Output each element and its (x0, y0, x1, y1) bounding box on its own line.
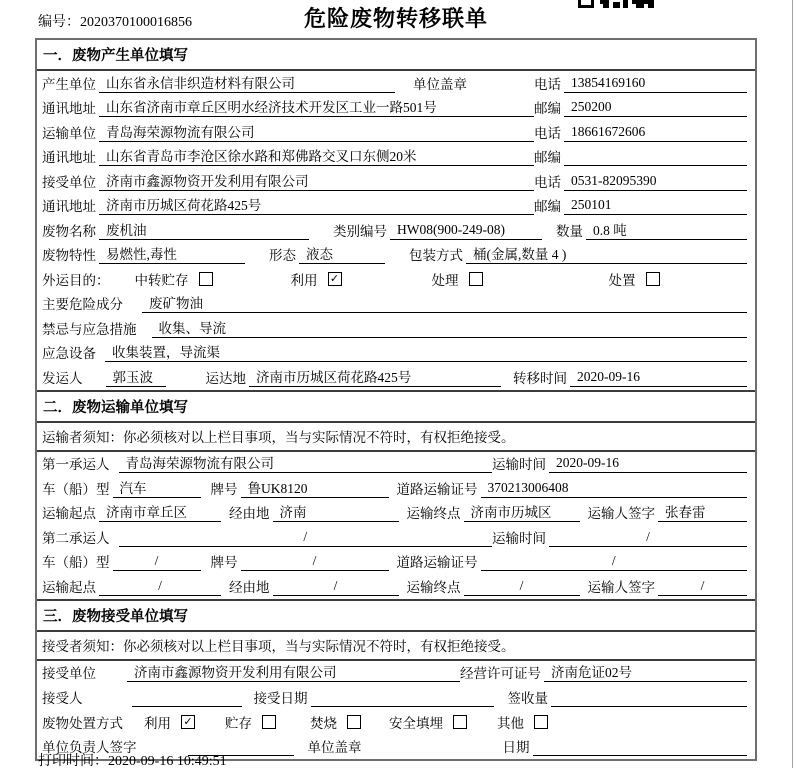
field-label: 形态 (269, 248, 296, 263)
field-label: 禁忌与应急措施 (42, 321, 137, 337)
checkbox-empty-icon (534, 715, 548, 729)
checkbox-label: 处置 (608, 273, 636, 289)
form-row (37, 501, 755, 526)
field-value: 济南市历城区 (464, 501, 580, 522)
form-row (37, 365, 755, 390)
form-row (37, 243, 755, 268)
checkbox-empty-icon (199, 272, 213, 286)
field-value: 郭玉波 (106, 366, 166, 387)
field-label: 接受单位 (42, 666, 96, 681)
form-row (37, 661, 755, 686)
checkbox-empty-icon (646, 272, 660, 286)
notice-text: 运输者须知：你必须核对以上栏目事项，当与实际情况不符时，有权拒绝接受。 (42, 430, 515, 445)
field-label: 牌号 (210, 555, 238, 570)
form-row (37, 525, 755, 550)
field-label: 接受日期 (253, 690, 308, 706)
field-value: / (464, 578, 580, 596)
field-value: / (99, 578, 221, 596)
print-time-label: 打印时间： (38, 754, 108, 769)
checkbox-empty-icon (262, 715, 276, 729)
field-value: 济南市鑫源物资开发利用有限公司 (99, 170, 534, 191)
form-row (37, 316, 755, 341)
form-row (37, 218, 755, 243)
checkbox-label: 中转贮存 (134, 273, 189, 289)
section-header: 三．废物接受单位填写 (37, 601, 755, 632)
form-row (37, 685, 755, 710)
field-label: 产生单位 (42, 76, 96, 92)
field-value: / (481, 553, 748, 571)
field-value: 济南市历城区荷花路425号 (249, 366, 501, 387)
notice-text: 接受者须知：你必须核对以上栏目事项，当与实际情况不符时，有权拒绝接受。 (42, 639, 515, 654)
field-label: 类别编号 (333, 223, 387, 239)
checkbox-label: 利用 (144, 715, 171, 731)
field-label: 电话 (534, 125, 561, 141)
field-label: 接受单位 (42, 174, 96, 190)
section-header: 一．废物产生单位填写 (37, 40, 755, 71)
field-label: 车（船）型 (42, 481, 110, 497)
serial-label: 编号： (38, 15, 80, 30)
field-label: 运输人签字 (587, 506, 655, 521)
form-row (37, 710, 755, 735)
field-value: 废矿物油 (142, 292, 747, 313)
form-row (37, 452, 755, 477)
print-time-value: 2020-09-16 10:49:51 (108, 754, 227, 769)
form-row (37, 476, 755, 501)
field-label: 应急设备 (42, 346, 96, 361)
form-row (37, 120, 755, 145)
field-value: 250200 (564, 99, 747, 117)
field-value: / (113, 553, 201, 571)
form-row (37, 169, 755, 194)
serial-value: 2020370100016856 (80, 15, 192, 30)
field-value: 青岛海荣源物流有限公司 (119, 452, 493, 473)
field-value: 张春雷 (658, 501, 747, 522)
field-label: 运达地 (205, 370, 246, 386)
field-label: 单位盖章 (413, 76, 467, 92)
checkbox-empty-icon (347, 715, 361, 729)
field-label: 运输时间 (492, 530, 546, 546)
form-row (37, 145, 755, 170)
field-label: 运输终点 (406, 506, 461, 521)
field-label: 主要危险成分 (42, 297, 123, 312)
form-table (35, 38, 757, 761)
field-value: 汽车 (113, 477, 201, 498)
field-label: 日期 (502, 739, 530, 755)
field-value (564, 148, 747, 166)
field-value: / (658, 578, 747, 596)
field-value (132, 689, 242, 707)
field-label: 邮编 (534, 199, 561, 214)
field-label: 通讯地址 (42, 101, 96, 116)
qr-code-icon (578, 0, 660, 9)
form-row (37, 71, 755, 96)
field-value: 济南市鑫源物资开发利用有限公司 (127, 661, 460, 682)
field-label: 道路运输证号 (396, 481, 478, 497)
field-label: 车（船）型 (42, 555, 110, 570)
field-label: 签收量 (507, 690, 548, 706)
notice-row (37, 632, 755, 661)
section-header: 二．废物运输单位填写 (37, 392, 755, 423)
field-label: 单位负责人签字 (42, 739, 137, 755)
field-value: 鲁UK8120 (241, 477, 389, 498)
form-row (37, 574, 755, 599)
section-3 (37, 599, 755, 759)
field-value: / (273, 578, 399, 596)
field-label: 废物名称 (42, 223, 96, 239)
section-1 (37, 40, 755, 390)
field-label: 邮编 (534, 101, 561, 116)
form-row (37, 550, 755, 575)
field-value: / (549, 529, 747, 547)
field-value: 250101 (564, 197, 747, 215)
field-label: 经营许可证号 (460, 666, 541, 681)
field-value (533, 738, 748, 756)
field-value: 济南危证02号 (544, 661, 747, 682)
section-2 (37, 390, 755, 599)
field-label: 通讯地址 (42, 199, 96, 214)
field-value: 18661672606 (564, 124, 747, 142)
checkbox-label: 贮存 (225, 715, 252, 731)
field-label: 电话 (534, 76, 561, 92)
field-value: 0.8 吨 (586, 219, 747, 240)
page-title: 危险废物转移联单 (303, 6, 488, 31)
field-value (311, 689, 494, 707)
checkbox-empty-icon (453, 715, 467, 729)
page-edge-line (792, 0, 793, 768)
field-value: 济南 (273, 501, 399, 522)
checkbox-label: 利用 (290, 273, 318, 289)
field-label: 包装方式 (409, 248, 463, 263)
field-value: 0531-82095390 (564, 173, 747, 191)
field-value: / (241, 553, 389, 571)
field-label: 运输起点 (42, 506, 96, 521)
field-value: 收集、导流 (152, 317, 748, 338)
field-value: 山东省青岛市李沧区徐水路和郑佛路交叉口东侧20米 (99, 145, 534, 166)
field-value: 济南市章丘区 (99, 501, 221, 522)
checkbox-label: 其他 (497, 715, 524, 731)
form-row (37, 194, 755, 219)
field-label: 运输单位 (42, 125, 96, 141)
field-value: HW08(900-249-08) (390, 222, 542, 240)
field-value: 液态 (299, 243, 385, 264)
form-row (37, 341, 755, 366)
field-label: 第二承运人 (42, 530, 110, 546)
field-label: 邮编 (534, 150, 561, 165)
field-label: 电话 (534, 174, 561, 190)
checkbox-label: 焚烧 (310, 715, 337, 731)
field-label: 单位盖章 (307, 739, 362, 755)
checkbox-label: 安全填埋 (389, 715, 443, 731)
checkbox-checked-icon: ✓ (181, 715, 195, 729)
field-value: 2020-09-16 (549, 455, 747, 473)
form-row (37, 96, 755, 121)
field-label: 道路运输证号 (396, 555, 478, 570)
field-label: 外运目的： (42, 273, 110, 289)
field-value: 废机油 (99, 219, 309, 240)
field-label: 第一承运人 (42, 457, 110, 472)
field-label: 运输起点 (42, 579, 96, 595)
field-label: 发运人 (42, 370, 83, 386)
field-label: 运输终点 (406, 579, 461, 595)
field-value: 2020-09-16 (570, 369, 747, 387)
field-value: 收集装置，导流渠 (105, 341, 747, 362)
form-row (37, 292, 755, 317)
field-label: 运输时间 (492, 457, 546, 472)
checkbox-empty-icon (469, 272, 483, 286)
field-label: 牌号 (210, 481, 238, 497)
field-value: 桶(金属,数量 4 ) (466, 243, 747, 264)
field-label: 接受人 (42, 690, 83, 706)
field-label: 运输人签字 (587, 579, 655, 595)
field-label: 废物特性 (42, 248, 96, 263)
form-row (37, 267, 755, 292)
field-value: 济南市历城区荷花路425号 (99, 194, 534, 215)
field-label: 通讯地址 (42, 150, 96, 165)
notice-row (37, 423, 755, 452)
field-label: 废物处置方式 (42, 715, 123, 731)
field-value: 370213006408 (481, 480, 748, 498)
field-label: 数量 (556, 223, 583, 239)
field-value: / (119, 529, 493, 547)
field-value: 山东省永信非织造材料有限公司 (99, 72, 395, 93)
document-header (0, 0, 796, 38)
print-time (38, 750, 227, 770)
checkbox-checked-icon: ✓ (328, 272, 342, 286)
field-value: 易燃性,毒性 (99, 243, 245, 264)
field-label: 经由地 (229, 506, 270, 521)
field-value (551, 689, 747, 707)
field-label: 转移时间 (513, 370, 567, 386)
field-value: 山东省济南市章丘区明水经济技术开发区工业一路501号 (99, 96, 534, 117)
field-value: 青岛海荣源物流有限公司 (99, 121, 534, 142)
checkbox-label: 处理 (431, 273, 459, 289)
field-label: 经由地 (229, 579, 270, 595)
field-value: 13854169160 (564, 75, 747, 93)
